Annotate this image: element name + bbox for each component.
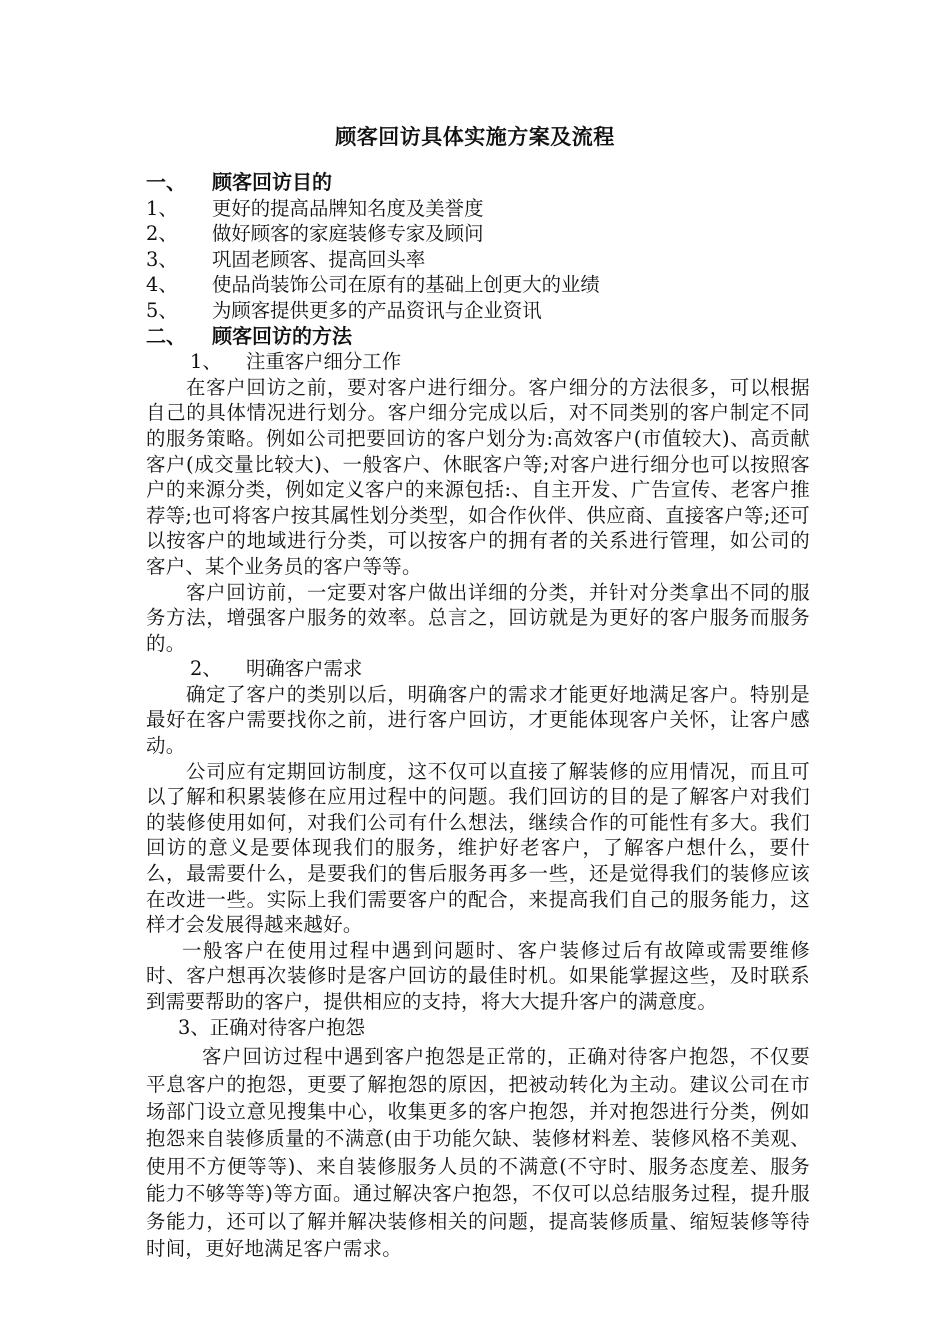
list-item: [146, 272, 810, 298]
paragraph-complaints: 客户回访过程中遇到客户抱怨是正常的，正确对待客户抱怨，不仅要平息客户的抱怨，更要了解抱怨的原因，把被动转化为主动。建议公司在市场部门设立意见搜集中心，收集更多的客户抱怨，并对抱怨进行分类，例如抱怨来自装修质量的不满意(由于功能欠缺、装修材料差、装修风格不美观、使用不方便等等)、来自装修服务人员的不满意(不守时、服务态度差、服务能力不够等等)等方面。通过解决客户抱怨，不仅可以总结服务过程，提升服务能力，还可以了解并解决装修相关的问题，提高装修质量、缩短装修等待时间，更好地满足客户需求。: [146, 1045, 810, 1261]
section-number: 一、: [146, 170, 186, 194]
document-title: 顾客回访具体实施方案及流程: [335, 125, 615, 149]
section-title: 顾客回访目的: [212, 170, 332, 194]
section-heading-purpose: [146, 170, 810, 196]
list-number: 3、: [146, 247, 178, 271]
list-text: 为顾客提供更多的产品资讯与企业资讯: [212, 298, 542, 322]
list-number: 5、: [146, 298, 178, 322]
paragraph-regular-visits: 公司应有定期回访制度，这不仅可以直接了解装修的应用情况，而且可以了解和积累装修在应用过程中的问题。我们回访的目的是了解客户对我们的装修使用如何，对我们公司有什么想法，继续合作的可能性有多大。我们回访的意义是要体现我们的服务，维护好老客户，了解客户想什么，要什么，最需要什么，是要我们的售后服务再多一些，还是觉得我们的装修应该在改进一些。实际上我们需要客户的配合，来提高我们自己的服务能力，这样才会发展得越来越好。: [146, 759, 810, 937]
paragraph-timing: 一般客户在使用过程中遇到问题时、客户装修过后有故障或需要维修时、客户想再次装修时是客户回访的最佳时机。如果能掌握这些，及时联系到需要帮助的客户，提供相应的支持，将大大提升客户的满意度。: [146, 938, 810, 1013]
list-number: 4、: [146, 273, 178, 297]
subsection-number: 1、: [190, 350, 222, 374]
subsection-heading-needs: [146, 656, 810, 682]
paragraph-classification: 客户回访前，一定要对客户做出详细的分类，并针对分类拿出不同的服务方法，增强客户服务的效率。总言之，回访就是为更好的客户服务而服务的。: [146, 580, 810, 655]
list-item: [146, 298, 810, 324]
list-text: 更好的提高品牌知名度及美誉度: [212, 196, 484, 220]
list-item: [146, 221, 810, 247]
list-text: 使品尚装饰公司在原有的基础上创更大的业绩: [212, 273, 600, 297]
paragraph-segmentation: 在客户回访之前，要对客户进行细分。客户细分的方法很多，可以根据自己的具体情况进行划分。客户细分完成以后，对不同类别的客户制定不同的服务策略。例如公司把要回访的客户划分为:高效客户(市值较大)、高贡献客户(成交量比较大)、一般客户、休眠客户等;对客户进行细分也可以按照客户的来源分类，例如定义客户的来源包括:、自主开发、广告宣传、老客户推荐等;也可将客户按其属性划分类型，如合作伙伴、供应商、直接客户等;还可以按客户的地域进行分类，可以按客户的拥有者的关系进行管理，如公司的客户、某个业务员的客户等等。: [146, 375, 810, 578]
list-number: 1、: [146, 196, 178, 220]
subsection-title: 注重客户细分工作: [246, 350, 402, 374]
subsection-heading-complaints: 3、正确对待客户抱怨: [178, 1015, 365, 1039]
subsection-title: 明确客户需求: [246, 657, 363, 681]
list-text: 做好顾客的家庭装修专家及顾问: [212, 222, 484, 246]
section-title: 顾客回访的方法: [212, 323, 352, 348]
subsection-heading-segmentation: [146, 349, 810, 375]
section-number: 二、: [146, 323, 186, 348]
list-text: 巩固老顾客、提高回头率: [212, 247, 426, 271]
paragraph-needs: 确定了客户的类别以后，明确客户的需求才能更好地满足客户。特别是最好在客户需要找你之前，进行客户回访，才更能体现客户关怀，让客户感动。: [146, 682, 810, 758]
list-number: 2、: [146, 222, 178, 246]
list-item: [146, 247, 810, 273]
subsection-number: 2、: [190, 657, 222, 681]
section-heading-methods: [146, 324, 810, 350]
document-body: [146, 170, 810, 1262]
list-item: [146, 196, 810, 222]
